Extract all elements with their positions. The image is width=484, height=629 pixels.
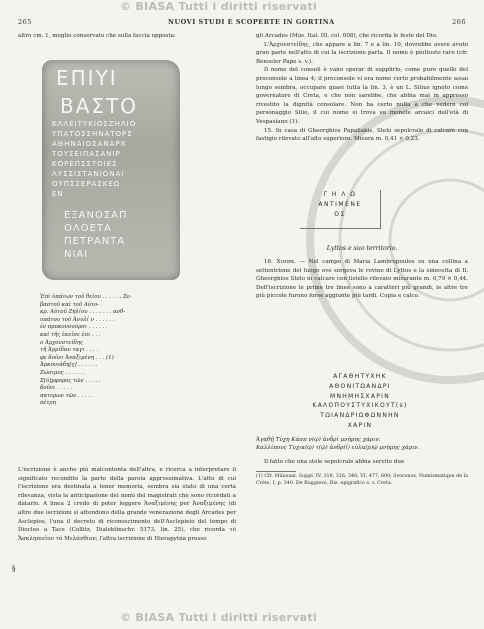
transcription-line: Σ[ύ]μφορος τῶν . . . . . (40, 377, 101, 384)
watermark-bottom: © BIASA Tutti i diritti riservati (120, 611, 318, 624)
transcription-line: βαστοῦ καὶ τοῦ Αὐτο- (40, 301, 100, 308)
footnote: (1) Cfr. Münsual, Suppl. IV, 318, 316, 346; VI, 477, 600; Svoronos, Numismatique de la Crète, I, p. 340. De Ruggiero, Diz. epigrafico s. v. Creta. (256, 474, 468, 486)
stone-small-line: ΚΛΛΕΙΤΥΚΙΟΣΖΗΛΙΟ (52, 120, 137, 128)
running-head (18, 18, 466, 30)
stone-lower-line: ΝΙΑΙ (64, 249, 89, 260)
continuation-text: Il fatto che una stele sepolcrale abbia servito due (264, 459, 405, 465)
inscription-line: ΚΑΛΟΠΟΥΣΤΥΧΙΚΟΥΤ(s) (312, 402, 408, 410)
stone-lower-line: ΠΕΤΡΑΝΤΑ (64, 236, 126, 247)
stone-small-line: ΟΥΠΣΣΕΡΑΣΚΕΩ (52, 180, 121, 188)
transcription-line: κρ. Αὐτοῦ Ζηλίου . . . . . . . ανθ- (40, 309, 126, 316)
continuation (256, 458, 468, 467)
transcription-line: καὶ τῆς ἐκεῖσε ἐπι . . . (40, 331, 101, 338)
inscription-line: ΑΓΑΘΗΤΥΧΗΚ (333, 373, 387, 380)
footnote-rule (256, 471, 296, 472)
transcription-line: Ἐπὶ ὑπάτων τοῦ θείου . . . . . . Σε- (40, 294, 132, 300)
inscription-text (280, 372, 440, 431)
right-paragraph-2: Il nome del consoli è vano sperar di supplirlo, come pure quello del proconsole a linea 4; il proconsole vi era nome certo probabilmente assai lungo sembra, occupare quasi tutta la lin. 3, è un L. Silius ignoto come governatore di Creta, e che non sarebbe, che abbia mai in appresso rivestito la dignità consolare. Non ha certo nulla a che vedere col personaggio Silio, il cui nome si trova su monete arcaici dell'età di Vespasiano (1). (256, 67, 468, 125)
stone-small-line: ΕΝ (52, 190, 64, 198)
commentary-text: L'iscrizione è anche più malcontenta dell'altra, e ricerca a interpretare il significato recondito la parte della parola approssimativa. L'atto di cui l'iscrizione era destinata a tener memoria, sembra sia stato di una certa rilevanza, vista la anticipazione dei nomi dei magistrati che sono ricordati a datarlo. A linea 2 credo di poter leggere Ἀναξιμένης per Ἀναξιμένης (di altre due iscrizioni si attendono della grande venerazione degli Arcades per Asclepios, l'una il decreto di riconoscimento dell'Asclepieio del tempo di Diocleo a Tace (Collitz, Dialektinschr. 5173, lin. 25), che ricorda τὸ Ἄσκληπιεῖον τὸ Μελάνθιον; l'altra iscrizione di Hierapytna presso (18, 467, 236, 542)
page-number-left: 265 (18, 18, 32, 26)
left-body (18, 466, 236, 543)
page-number-right: 266 (452, 18, 466, 26)
inscription-photo (42, 60, 180, 280)
stone-small-line: ΑΘΗΝΑΙΟΣΑΝΑΡΧ (52, 140, 127, 148)
transcription-line: Καλλίπους Τυχικ(ῷ) τ(ῷ) ἀνδρ(ί) εὐλα(ρ)ῷ μνήμης χάριν. (256, 445, 420, 451)
right-paragraph-4: 16. Χισσα. — Nel campo di Maria Lambropoulos su una collina a settentrione del luogo ove sorgeva le rovine di Lyttos e la sinecetta di Il. Gheorghios Stelo in calcare con listello rilevato misurante m. 0,79 × 0,44. Dell'iscrizione le prime tre linee sono a caratteri più grandi, le altre tre più piccole furono forse aggiunte più tardi. Copia e calco. (256, 259, 468, 300)
left-column-intro (18, 32, 236, 41)
transcription-line: δοῦνι . . . . . (40, 385, 73, 392)
running-title: NUOVI STUDI E SCOPERTE IN GORTINA (168, 18, 335, 26)
transcription-line: Ἀγαθῇ Τύχῃ Κάσπ ν(ῷ) ἀνδρί μνήμης χάριν. (256, 437, 381, 443)
section-title: Lyttos e suo territorio. (326, 245, 398, 252)
right-column-top (256, 32, 468, 144)
right-intro: gli Arcades (Mus. Ital. III, col. 608), che ricorda le feste del Dio. (256, 33, 438, 39)
transcription-line: πατερων τῶν . . . . . (40, 392, 94, 399)
stone-lower-line: ΟΛΟΕΤΑ (64, 223, 112, 234)
transcription-line: Ζώσιμος . . . . . . (40, 369, 85, 376)
intro-text: altro cm. 1, meglio conservato che sulla faccia opposta: (18, 33, 176, 39)
fragment-line: ΟΣ (334, 211, 346, 218)
transcription-line: φε δοῦνι Ἀναξιμένη . . . (1) (40, 354, 114, 361)
transcription-line: ο Ἀρχονστείδης (40, 339, 83, 346)
transcription-line: ἐν προκονσούρσι . . . . . . (40, 324, 108, 331)
transcription-line: τῆ Ἀρμίδαν ταγι . . . . (40, 347, 99, 354)
stone-line-2: ΒΑΣΤΟ (60, 94, 138, 118)
fragment-line: Γ Η Λ Ω (323, 191, 357, 198)
watermark-top: © BIASA Tutti i diritti riservati (120, 0, 318, 13)
inscription-line: ΧΑΡΙΝ (347, 421, 373, 429)
transcription-line: πέτρη (40, 400, 56, 407)
transcription-line: υπάτου τοῦ Ἀνυλί ν . . . . . . (40, 316, 115, 323)
inscription-line: ΑΘΟΝΙΤΩΑΝΔΡΙ (329, 382, 391, 390)
right-body (256, 258, 468, 301)
greek-transcription (40, 294, 210, 408)
stone-small-line: ΥΠΑΤΟΣΣΗΝΑΤΟΡΣ (52, 130, 133, 138)
right-paragraph-1: L'Ἀρχονστείδης, che appare a lin. 7 e a lin. 10, dovrebbe avere avuto gran parte nell'atto di cui la iscrizione parla. Il nome è piuttosto raro (cfr. Benseler Pape s. v.). (256, 41, 468, 65)
stone-small-line: ΛΥΣΣΙΣΤΑΝΙΟΝΑΙ (52, 170, 125, 178)
inscription-line: ΜΝΗΜΗΣΧΑΡΙΝ (329, 392, 391, 400)
inscription-line: ΤΩΙΑΝΔΡΙΩΦΩΝΝΗΝ (320, 412, 400, 420)
stone-small-line: ΤΟΥΣΕΙΠΑΣΑΝΙΡ (52, 150, 121, 158)
stone-line-1: ΕΠΙΥΙ (56, 66, 118, 90)
section-mark: § (12, 565, 16, 573)
fragment-line: ΑΝΤΙΜΕΝΕ (318, 201, 362, 208)
right-paragraph-3: 15. In casa di Gheorghios Papaliakis, Stelo sepolcrale di calcare con fastigio rilevato all'alto superiore. Misura m. 0,41 × 0,23. (256, 127, 468, 143)
inscription-transcription (256, 436, 468, 452)
transcription-line: Ἀρκονιάδη[ς] . . . . . . (40, 362, 98, 369)
footnotes (256, 474, 468, 488)
stone-lower-line: ΕΞΑΝΟΣΑΠ (64, 210, 128, 221)
stone-small-line: ΚΟΡΕΠΣΣΤΟΙΕΣ (52, 160, 118, 168)
stele-fragment (300, 190, 381, 229)
